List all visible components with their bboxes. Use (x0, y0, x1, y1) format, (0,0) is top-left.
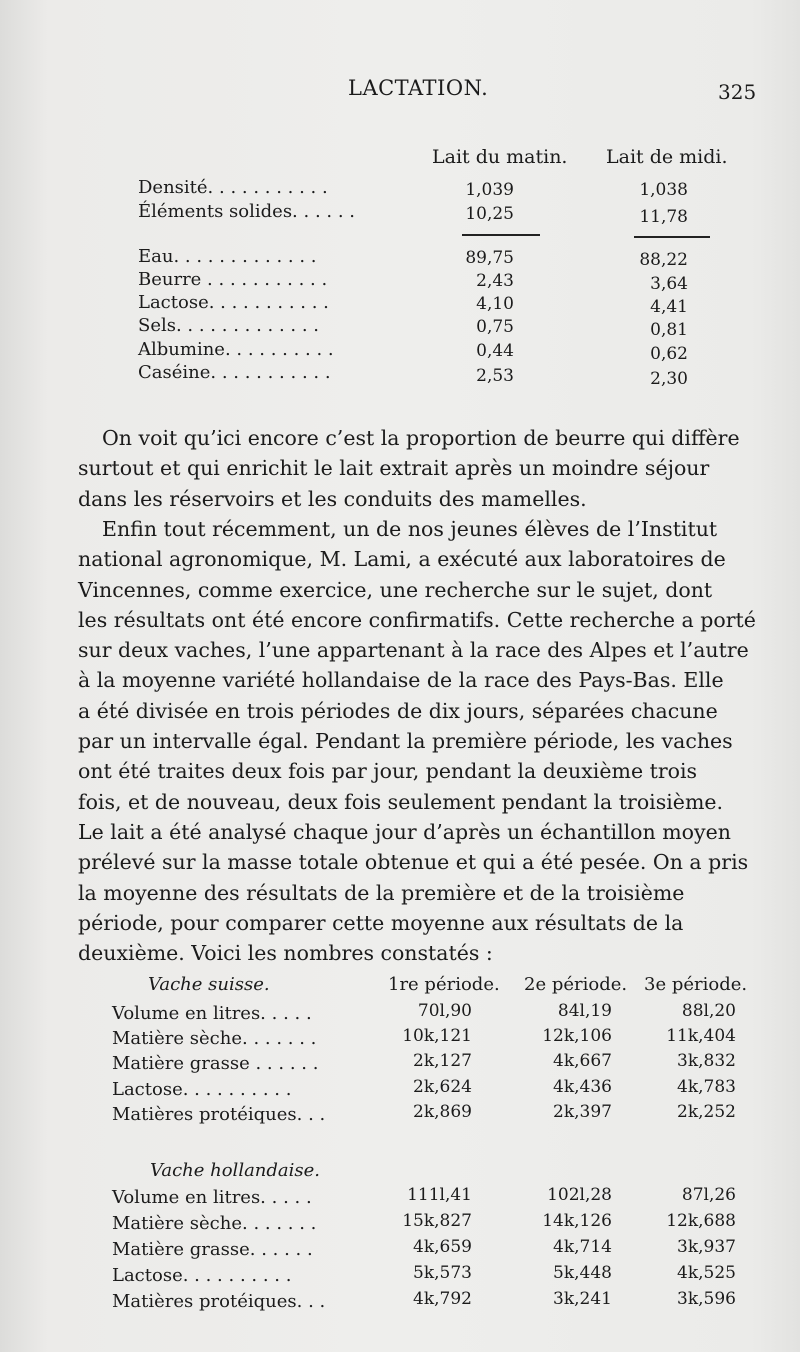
paragraph-line: période, pour comparer cette moyenne aux résultats de la (78, 910, 684, 935)
table-cell-p2: 12k,106 (542, 1026, 612, 1046)
table-cell-morning: 89,75 (465, 248, 514, 268)
table-cell-morning: 0,44 (476, 341, 514, 361)
table-cell-noon: 0,81 (650, 320, 688, 340)
table-cell-morning: 2,53 (476, 366, 514, 386)
group-title-dutch: Vache hollandaise. (150, 1160, 321, 1181)
col-header-period-2: 2e période. (524, 974, 628, 995)
running-title: LACTATION. (348, 76, 489, 100)
table-cell-p3: 4k,525 (677, 1263, 736, 1283)
table-row-label: Matière sèche. . . . . . . (112, 1028, 317, 1049)
table-cell-noon: 88,22 (639, 250, 688, 270)
table-cell-p3: 3k,937 (677, 1237, 736, 1257)
table-cell-morning: 2,43 (476, 271, 514, 291)
table-cell-p3: 3k,832 (677, 1051, 736, 1071)
table-cell-p2: 3k,241 (553, 1289, 612, 1309)
table-row-label: Eau. . . . . . . . . . . . . (138, 246, 317, 267)
table-row-label: Volume en litres. . . . . (112, 1187, 312, 1208)
paragraph-line: à la moyenne variété hollandaise de la race des Pays-Bas. Elle (78, 668, 724, 693)
paragraph-line: national agronomique, M. Lami, a exécuté aux laboratoires de (78, 547, 726, 572)
paragraph-2 (78, 514, 766, 968)
sum-rule-noon (634, 236, 710, 238)
table-cell-noon: 4,41 (650, 297, 688, 317)
table-cell-p2: 14k,126 (542, 1211, 612, 1231)
table-row-label: Volume en litres. . . . . (112, 1003, 312, 1024)
table-cell-noon: 1,038 (639, 180, 688, 200)
table-cell-morning: 10,25 (465, 204, 514, 224)
sum-rule-morning (462, 234, 540, 236)
table-cell-morning: 1,039 (465, 180, 514, 200)
table-cell-p1: 111l,41 (407, 1185, 472, 1205)
table-cell-p1: 5k,573 (413, 1263, 472, 1283)
paragraph-line: Le lait a été analysé chaque jour d’après un échantillon moyen (78, 819, 731, 844)
paragraph-1 (78, 423, 766, 514)
paragraph-line: a été divisée en trois périodes de dix jours, séparées chacune (78, 698, 718, 723)
table-cell-morning: 0,75 (476, 317, 514, 337)
table-row-label: Matière sèche. . . . . . . (112, 1213, 317, 1234)
table-cell-p3: 3k,596 (677, 1289, 736, 1309)
paragraph-line: fois, et de nouveau, deux fois seulement pendant la troisième. (78, 789, 724, 814)
table-cell-p2: 102l,28 (547, 1185, 612, 1205)
table-cell-p1: 2k,127 (413, 1051, 472, 1071)
col-header-noon: Lait de midi. (606, 146, 728, 168)
paragraph-line: On voit qu’ici encore c’est la proportion de beurre qui diffère (102, 426, 740, 450)
group-title-swiss: Vache suisse. (148, 974, 270, 995)
table-cell-noon: 11,78 (639, 207, 688, 227)
col-header-morning: Lait du matin. (432, 146, 568, 168)
table-cell-p2: 5k,448 (553, 1263, 612, 1283)
table-row-label: Matières protéiques. . . (112, 1291, 326, 1312)
table-row-label: Éléments solides. . . . . . (138, 201, 355, 222)
paragraph-line: deuxième. Voici les nombres constatés : (78, 941, 493, 966)
table-cell-p2: 4k,436 (553, 1077, 612, 1097)
table-row-label: Lactose. . . . . . . . . . (112, 1079, 292, 1100)
paragraph-line: par un intervalle égal. Pendant la première période, les vaches (78, 729, 733, 754)
table-cell-p3: 12k,688 (666, 1211, 736, 1231)
paragraph-line: dans les réservoirs et les conduits des mamelles. (78, 486, 587, 511)
table-cell-noon: 3,64 (650, 274, 688, 294)
table-row-label: Matières protéiques. . . (112, 1104, 326, 1125)
paragraph-line: la moyenne des résultats de la première et de la troisième (78, 880, 685, 905)
paragraph-line: sur deux vaches, l’une appartenant à la race des Alpes et l’autre (78, 638, 749, 663)
table-cell-p3: 87l,26 (681, 1185, 736, 1205)
paragraph-line: Enfin tout récemment, un de nos jeunes élèves de l’Institut (102, 517, 718, 541)
paragraph-line: ont été traites deux fois par jour, pendant la deuxième trois (78, 759, 698, 784)
table-row-label: Caséine. . . . . . . . . . . (138, 362, 331, 383)
table-row-label: Lactose. . . . . . . . . . . (138, 292, 329, 313)
table-row-label: Densité. . . . . . . . . . . (138, 177, 328, 198)
table-cell-p1: 2k,869 (413, 1102, 472, 1122)
table-cell-p3: 11k,404 (666, 1026, 736, 1046)
col-header-period-1: 1re période. (388, 974, 500, 995)
table-cell-noon: 0,62 (650, 344, 688, 364)
table-row-label: Lactose. . . . . . . . . . (112, 1265, 292, 1286)
paragraph-line: surtout et qui enrichit le lait extrait après un moindre séjour (78, 456, 710, 481)
table-cell-p1: 70l,90 (417, 1001, 472, 1021)
paragraph-line: les résultats ont été encore confirmatifs. Cette recherche a porté (78, 607, 756, 632)
table-cell-p3: 88l,20 (681, 1001, 736, 1021)
table-cell-p2: 4k,667 (553, 1051, 612, 1071)
paragraph-line: prélevé sur la masse totale obtenue et qui a été pesée. On a pris (78, 850, 749, 875)
table-cell-p3: 2k,252 (677, 1102, 736, 1122)
table-cell-p2: 2k,397 (553, 1102, 612, 1122)
table-row-label: Albumine. . . . . . . . . . (138, 339, 334, 360)
table-cell-morning: 4,10 (476, 294, 514, 314)
table-cell-p3: 4k,783 (677, 1077, 736, 1097)
col-header-period-3: 3e période. (644, 974, 748, 995)
page-number: 325 (718, 80, 757, 104)
table-cell-noon: 2,30 (650, 369, 688, 389)
table-cell-p1: 4k,659 (413, 1237, 472, 1257)
table-cell-p1: 10k,121 (402, 1026, 472, 1046)
table-cell-p1: 2k,624 (413, 1077, 472, 1097)
table-row-label: Beurre . . . . . . . . . . . (138, 269, 328, 290)
table-row-label: Matière grasse . . . . . . (112, 1053, 319, 1074)
table-cell-p1: 15k,827 (402, 1211, 472, 1231)
paragraph-line: Vincennes, comme exercice, une recherche sur le sujet, dont (78, 577, 713, 602)
table-cell-p1: 4k,792 (413, 1289, 472, 1309)
table-cell-p2: 4k,714 (553, 1237, 612, 1257)
table-row-label: Sels. . . . . . . . . . . . . (138, 315, 320, 336)
table-cell-p2: 84l,19 (557, 1001, 612, 1021)
table-row-label: Matière grasse. . . . . . (112, 1239, 313, 1260)
